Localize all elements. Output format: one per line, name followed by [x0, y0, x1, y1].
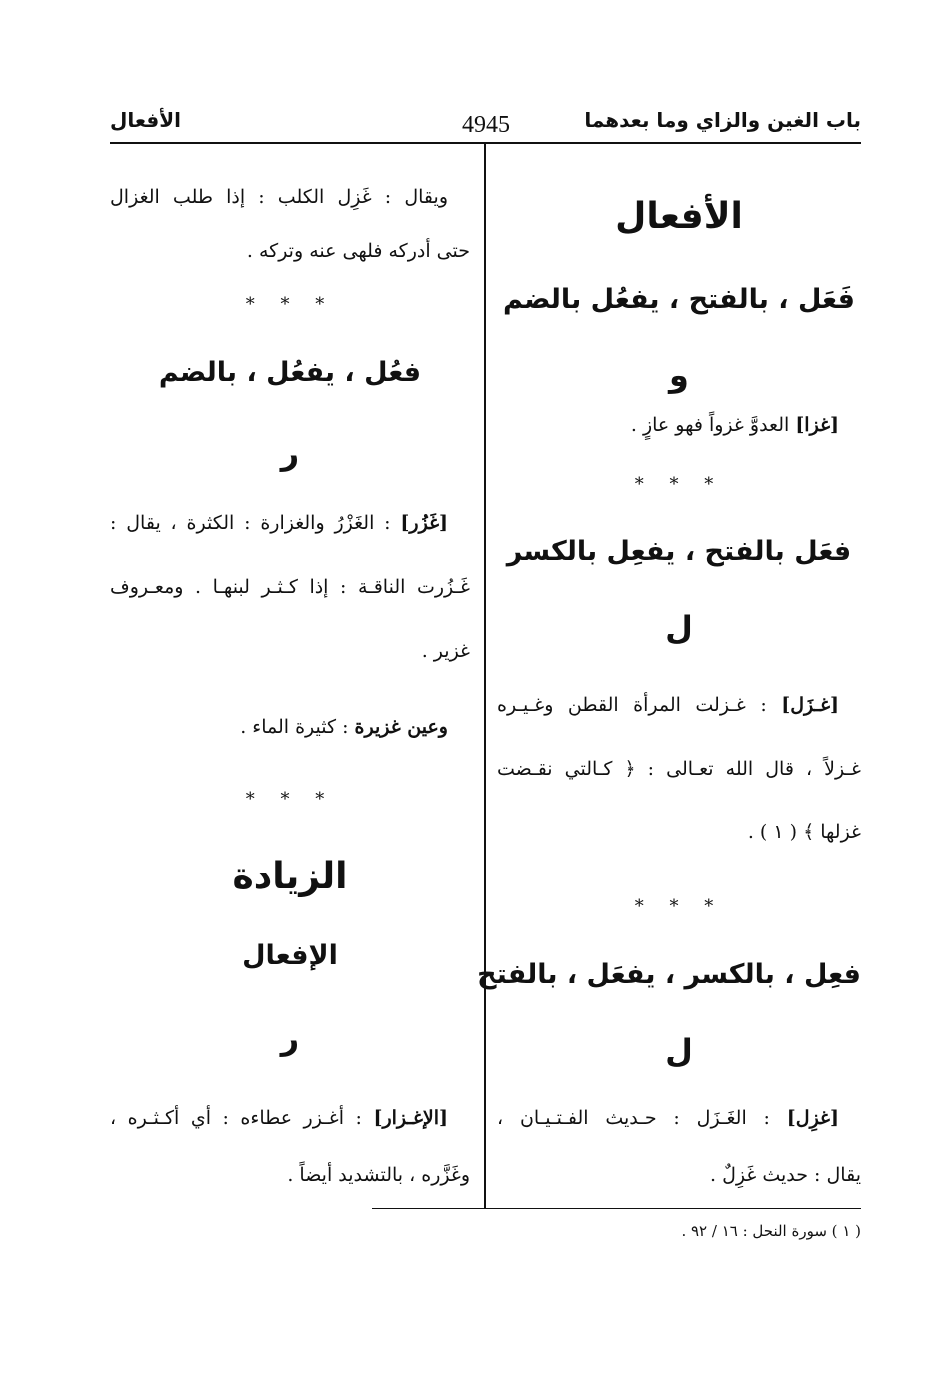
root-letter: ل: [665, 1032, 693, 1070]
entry-ghazal-line: غزلها ﴾ ( ١ ) .: [747, 821, 861, 843]
pattern-heading: فعُل ، يفعُل ، بالضم: [158, 357, 422, 388]
entry-text: : الغَـزَل : حـديث الفـتـيـان ،: [497, 1107, 787, 1129]
pattern-heading: فعَل بالفتح ، يفعِل بالكسر: [506, 536, 852, 567]
separator-stars: * * *: [245, 294, 335, 315]
entry-text: : غـزلت المرأة القطن وغـيـره: [497, 694, 782, 716]
entry-headword: [غزا]: [795, 414, 839, 436]
pattern-heading: فَعَل ، بالفتح ، يفعُل بالضم: [503, 284, 855, 315]
separator-stars: * * *: [634, 896, 724, 917]
running-header-section: الأفعال: [110, 108, 181, 132]
entry-ighzar-line: وغَزَّره ، بالتشديد أيضاً .: [287, 1164, 470, 1186]
entry-text: : كثيرة الماء .: [240, 716, 355, 738]
separator-stars: * * *: [245, 789, 335, 810]
entry-ghazur-line: غَـزُرت الناقـة : إذا كـثـر لبنهـا . ومعـروف: [110, 576, 470, 598]
entry-headword: [غَزُر]: [400, 512, 448, 534]
entry-headword: [غزِل]: [786, 1107, 839, 1129]
entry-text: العدوَّ غزواً فهو عازٍ .: [630, 414, 796, 436]
running-header-chapter: باب الغين والزاي وما بعدهما: [584, 108, 861, 132]
footnote: ( ١ ) سورة النحل : ١٦ / ٩٢ .: [681, 1222, 861, 1240]
entry-headword: وعين غزيرة: [354, 716, 448, 738]
root-letter: ر: [280, 434, 300, 472]
root-letter: و: [669, 356, 689, 394]
entry-ghazil-line: يقال : حديث غَزِلٌ .: [710, 1164, 861, 1186]
column-divider: [484, 144, 486, 1208]
entry-ghazur-line: [110, 512, 470, 534]
entry-ghazal-line: [497, 694, 861, 716]
entry-headword: [غـزَل]: [781, 694, 839, 716]
entry-headword: [الإغـزار]: [373, 1107, 448, 1129]
entry-text: : الغَزْرُ والغزارة : الكثرة ، يقال :: [110, 512, 401, 534]
entry-ain-ghazira: [110, 716, 470, 738]
entry-ghaza: [497, 414, 861, 436]
section-title: الزيادة: [232, 856, 348, 897]
pattern-heading: فعِل ، بالكسر ، يفعَل ، بالفتح: [477, 959, 861, 990]
page-number: 4945: [462, 112, 510, 138]
root-letter: ر: [280, 1019, 300, 1057]
section-title: الأفعال: [615, 196, 743, 237]
root-letter: ل: [665, 609, 693, 647]
subsection-title: الإفعال: [242, 940, 338, 971]
footnote-rule: [372, 1208, 861, 1209]
intro-line: حتى أدركه فلهى عنه وتركه .: [246, 240, 470, 262]
intro-line: ويقال : غَزِل الكلب : إذا طلب الغزال: [110, 186, 448, 208]
entry-ghazil-line: [497, 1107, 861, 1129]
entry-ghazal-line: غـزلاً ، قال الله تعـالى : ﴿ كـالتي نقـضت: [497, 758, 861, 780]
entry-ighzar-line: [110, 1107, 470, 1129]
entry-ghazur-line: غزير .: [421, 640, 470, 662]
entry-text: : أغـزر عطاءه : أي أكـثـره ،: [110, 1107, 374, 1129]
separator-stars: * * *: [634, 474, 724, 495]
